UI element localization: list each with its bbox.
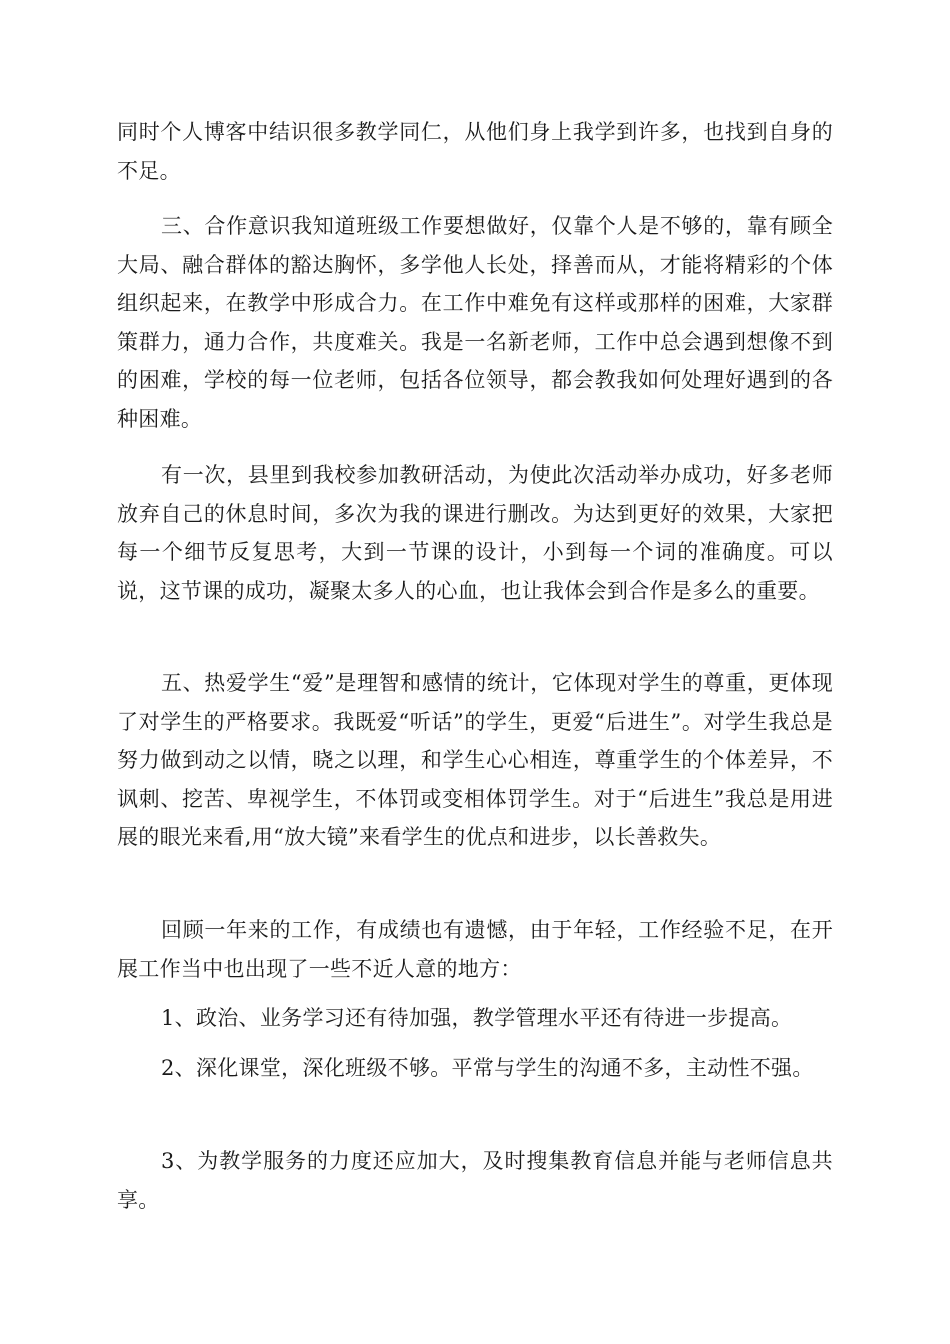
list-item-text: 2、深化课堂，深化班级不够。平常与学生的沟通不多，主动性不强。: [161, 1056, 814, 1080]
paragraph-text: 回顾一年来的工作，有成绩也有遗憾，由于年轻，工作经验不足，在开展工作当中也出现了一些不近人意的地方：: [117, 918, 833, 981]
paragraph-cooperation: [117, 207, 833, 438]
list-item-text: 1、政治、业务学习还有待加强，教学管理水平还有待进一步提高。: [161, 1006, 793, 1030]
paragraph-continuation: [117, 113, 833, 190]
paragraph-text: 有一次，县里到我校参加教研活动，为使此次活动举办成功，好多老师放弃自己的休息时间，多次为我的课进行删改。为达到更好的效果，大家把每一个细节反复思考，大到一节课的设计，小到每一个词的准确度。可以说，这节课的成功，凝聚太多人的心血，也让我体会到合作是多么的重要。: [117, 463, 833, 603]
paragraph-teaching-event: [117, 456, 833, 610]
list-item-1: [117, 999, 833, 1038]
paragraph-love-students: [117, 664, 833, 857]
paragraph-text: 同时个人博客中结识很多教学同仁，从他们身上我学到许多，也找到自身的不足。: [117, 120, 833, 183]
paragraph-text: 三、合作意识我知道班级工作要想做好，仅靠个人是不够的，靠有顾全大局、融合群体的豁达胸怀，多学他人长处，择善而从，才能将精彩的个体组织起来，在教学中形成合力。在工作中难免有这样或那样的困难，大家群策群力，通力合作，共度难关。我是一名新老师，工作中总会遇到想像不到的困难，学校的每一位老师，包括各位领导，都会教我如何处理好遇到的各种困难。: [117, 214, 833, 431]
list-item-text: 3、为教学服务的力度还应加大，及时搜集教育信息并能与老师信息共享。: [117, 1149, 833, 1212]
list-item-2: [117, 1049, 833, 1088]
paragraph-text: 五、热爱学生“爱”是理智和感情的统计，它体现对学生的尊重，更体现了对学生的严格要求。我既爱“听话”的学生，更爱“后进生”。对学生我总是努力做到动之以情，晓之以理，和学生心心相连，尊重学生的个体差异，不讽刺、挖苦、卑视学生，不体罚或变相体罚学生。对于“后进生”我总是用进展的眼光来看,用“放大镜”来看学生的优点和进步，以长善救失。: [117, 671, 833, 849]
list-item-3: [117, 1142, 833, 1219]
paragraph-review: [117, 911, 833, 988]
